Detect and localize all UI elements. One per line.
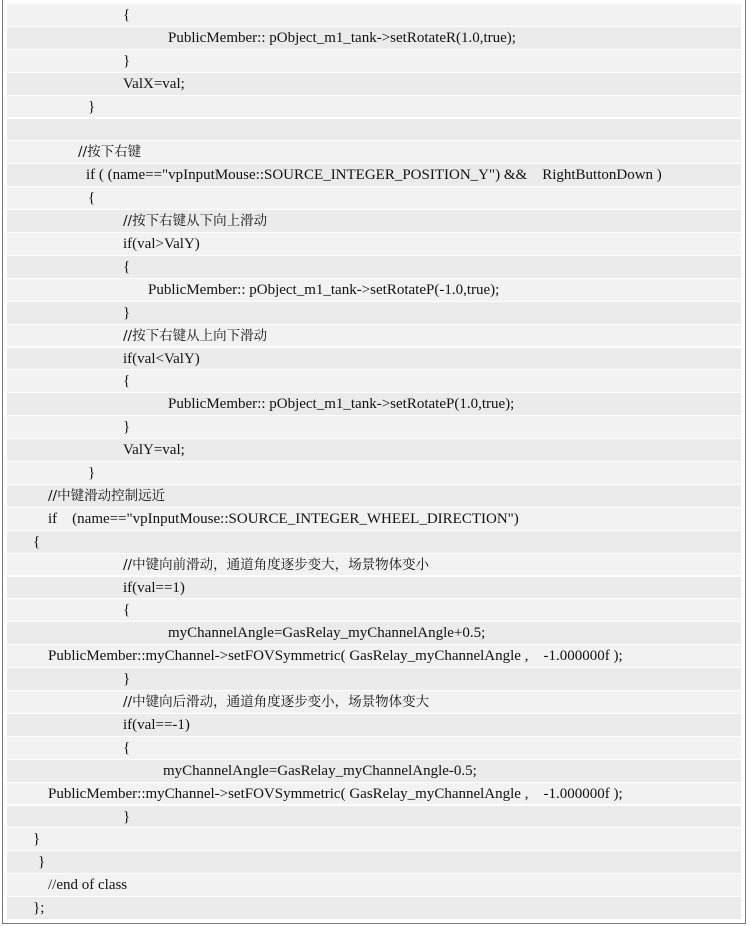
code-row [7,210,741,233]
code-line: //按下右键 [78,144,142,161]
code-row [7,897,741,920]
code-line: PublicMember::myChannel->setFOVSymmetric( GasRelay_myChannelAngle , -1.000000f ); [48,785,623,802]
code-line: { [123,7,131,23]
code-line: } [123,52,131,69]
code-line: ValX=val; [123,75,185,92]
code-row [7,4,741,27]
code-row [7,760,741,783]
code-row [7,279,741,302]
code-line: PublicMember::myChannel->setFOVSymmetric( GasRelay_myChannelAngle , -1.000000f ); [48,648,623,665]
code-line: if(val==-1) [123,716,190,733]
code-line: } [123,671,131,688]
code-row [7,599,741,622]
code-line: { [123,602,131,619]
code-line: PublicMember:: pObject_m1_tank->setRotateR(1.0,true); [168,29,516,46]
code-row [7,828,741,851]
code-row [7,233,741,256]
code-row [7,416,741,439]
code-line: myChannelAngle=GasRelay_myChannelAngle+0.5; [168,625,486,642]
code-row [7,348,741,371]
code-row [7,645,741,668]
code-line: } [123,808,131,825]
code-line: { [33,533,41,550]
code-row [7,96,741,119]
code-line: PublicMember:: pObject_m1_tank->setRotateP(-1.0,true); [148,281,500,298]
code-row [7,668,741,691]
code-row [7,577,741,600]
code-row [7,508,741,531]
code-row [7,164,741,187]
code-line: } [88,465,96,481]
code-row [7,622,741,645]
code-line: //中键滑动控制远近 [48,487,166,504]
code-line: } [38,854,46,871]
code-line: { [88,190,96,207]
code-line: myChannelAngle=GasRelay_myChannelAngle-0.5; [163,762,477,779]
code-row [7,485,741,508]
code-row [7,393,741,416]
code-line: { [123,373,131,390]
code-row [7,370,741,393]
code-line: } [88,98,96,115]
code-line: ValY=val; [123,442,185,459]
code-row [7,783,741,806]
code-row [7,462,741,485]
code-row [7,73,741,96]
code-row [7,851,741,874]
code-line: { [123,258,131,275]
code-row [7,27,741,50]
code-row [7,806,741,829]
code-row [7,874,741,897]
code-line: //中键向后滑动，通道角度逐步变小，场景物体变大 [123,694,430,710]
code-line: if ( (name=="vpInputMouse::SOURCE_INTEGER_POSITION_Y") && RightButtonDown ) [86,167,662,184]
code-line: if(val>ValY) [123,236,200,252]
code-row [7,119,741,142]
code-row [7,187,741,210]
code-row [7,256,741,279]
code-row [7,737,741,760]
code-row [7,531,741,554]
code-line: PublicMember:: pObject_m1_tank->setRotateP(1.0,true); [168,396,515,413]
code-line: //end of class [48,877,128,894]
code-row [7,439,741,462]
code-listing [2,0,746,924]
code-line: } [33,831,41,848]
code-line: if (name=="vpInputMouse::SOURCE_INTEGER_WHEEL_DIRECTION") [48,510,519,527]
code-line: //按下右键从上向下滑动 [123,327,268,344]
code-row [7,554,741,577]
code-row [7,50,741,73]
code-line: if(val<ValY) [123,350,200,367]
code-line: //中键向前滑动，通道角度逐步变大，场景物体变小 [123,556,430,573]
code-row [7,325,741,348]
code-line: { [123,739,131,756]
code-line: //按下右键从下向上滑动 [123,213,268,230]
code-row [7,691,741,714]
code-row [7,141,741,164]
code-line: } [123,304,131,321]
code-line: } [123,419,131,436]
code-row [7,302,741,325]
code-line: if(val==1) [123,579,185,596]
code-row [7,714,741,737]
code-line: }; [33,900,45,917]
